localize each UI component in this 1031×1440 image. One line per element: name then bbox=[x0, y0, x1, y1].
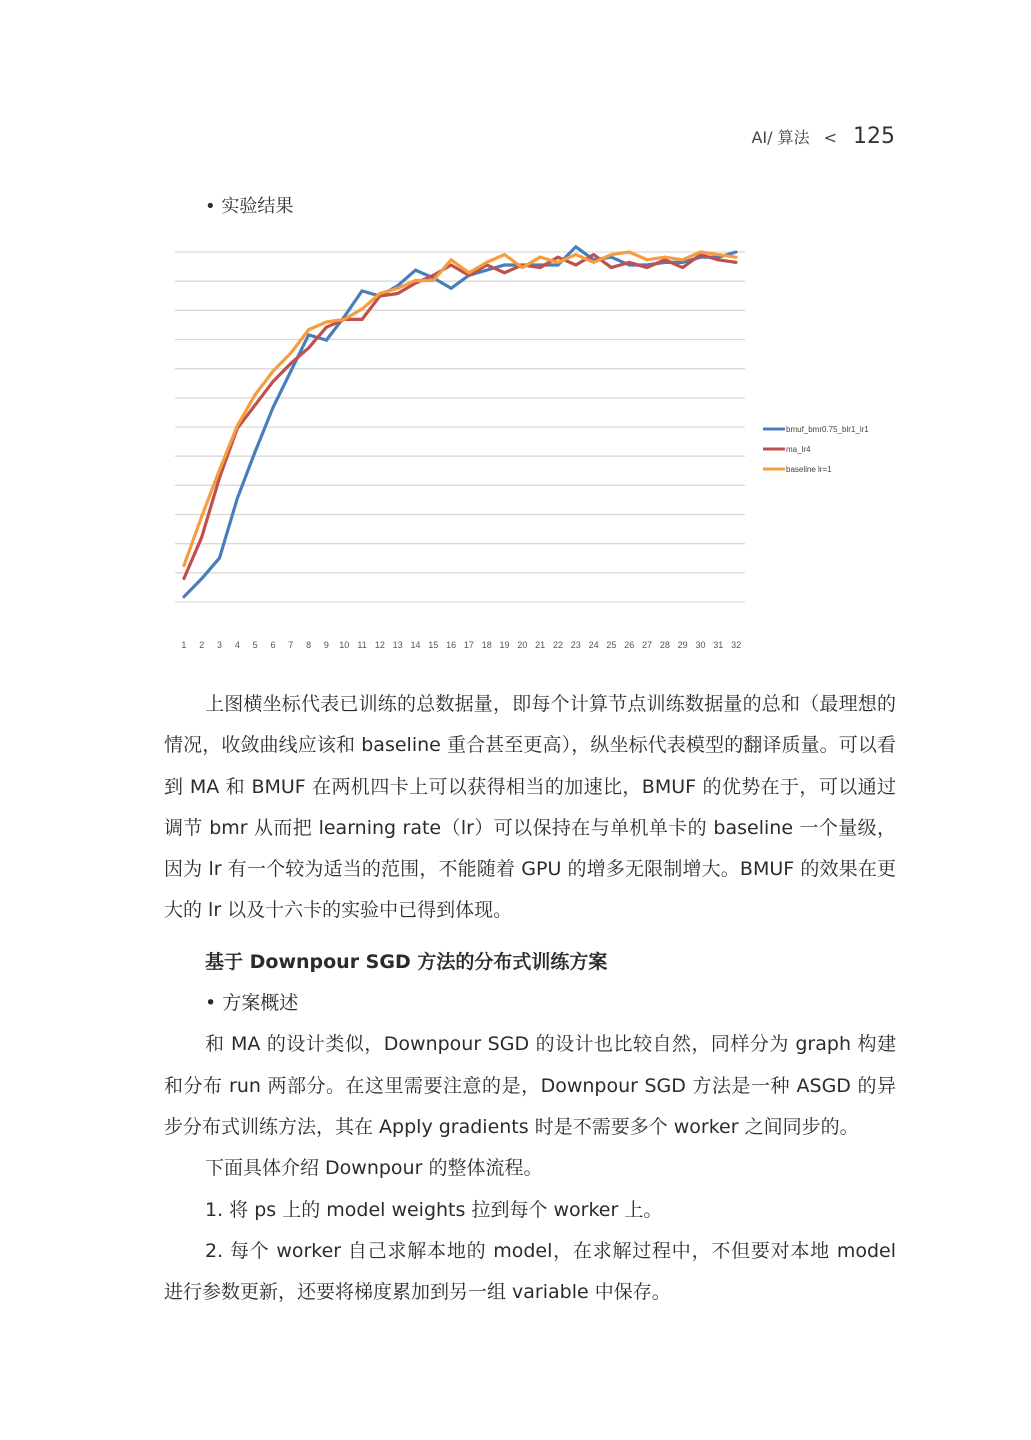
data-point bbox=[236, 424, 239, 427]
x-tick-label: 17 bbox=[463, 640, 474, 650]
x-tick-label: 25 bbox=[606, 640, 617, 650]
x-tick-label: 8 bbox=[306, 640, 312, 650]
data-point bbox=[361, 289, 364, 292]
running-header bbox=[751, 124, 895, 149]
data-point bbox=[289, 370, 292, 373]
design-paragraph: 和 MA 的设计类似，Downpour SGD 的设计也比较自然，同样分为 graph 构建和分布 run 两部分。在这里需要注意的是，Downpour SGD 方法是一种 ASGD 的异步分布式训练方法，其在 Apply gradients 时是不需要多个 worker 之间同步的。 bbox=[164, 1033, 896, 1138]
data-point bbox=[735, 251, 738, 254]
x-tick-label: 15 bbox=[428, 640, 439, 650]
chart-svg bbox=[165, 240, 895, 660]
data-point bbox=[681, 258, 684, 261]
convergence-chart bbox=[165, 240, 895, 660]
x-tick-label: 28 bbox=[659, 640, 670, 650]
data-point bbox=[574, 253, 577, 256]
data-point bbox=[182, 577, 185, 580]
data-point bbox=[450, 287, 453, 290]
x-tick-label: 7 bbox=[288, 640, 294, 650]
data-point bbox=[717, 258, 720, 261]
series-line bbox=[184, 255, 736, 579]
section-name: AI/ 算法 bbox=[751, 128, 810, 147]
x-tick-label: 19 bbox=[499, 640, 510, 650]
legend-label: ma_lr4 bbox=[786, 445, 811, 454]
chart-explanation-paragraph: 上图横坐标代表已训练的总数据量，即每个计算节点训练数据量的总和（最理想的情况，收敛曲线应该和 baseline 重合甚至更高），纵坐标代表模型的翻译质量。可以看到 MA 和 BMUF 在两机四卡上可以获得相当的加速比，BMUF 的优势在于，可以通过调节 bmr 从而把 learning rate（lr）可以保持在与单机单卡的 baseline 一个量级，因为 lr 有一个较为适当的范围，不能随着 GPU 的增多无限制增大。BMUF 的效果在更大的 lr 以及十六卡的实验中已得到体现。 bbox=[164, 693, 896, 922]
data-point bbox=[218, 468, 221, 471]
data-point bbox=[467, 271, 470, 274]
data-point bbox=[325, 339, 328, 342]
data-point bbox=[361, 318, 364, 321]
x-tick-label: 29 bbox=[677, 640, 688, 650]
data-point bbox=[200, 577, 203, 580]
page-number: 125 bbox=[853, 124, 895, 149]
x-tick-label: 2 bbox=[199, 640, 205, 650]
data-point bbox=[521, 266, 524, 269]
data-point bbox=[200, 536, 203, 539]
data-point bbox=[396, 292, 399, 295]
x-tick-label: 12 bbox=[374, 640, 385, 650]
x-tick-label: 14 bbox=[410, 640, 421, 650]
data-point bbox=[646, 266, 649, 269]
data-point bbox=[539, 256, 542, 259]
data-point bbox=[503, 271, 506, 274]
x-tick-label: 23 bbox=[570, 640, 581, 650]
x-tick-label: 26 bbox=[624, 640, 635, 650]
data-point bbox=[539, 266, 542, 269]
section-heading: 基于 Downpour SGD 方法的分布式训练方案 bbox=[205, 950, 608, 973]
data-point bbox=[628, 261, 631, 264]
x-tick-label: 6 bbox=[270, 640, 276, 650]
data-point bbox=[182, 564, 185, 567]
data-point bbox=[699, 251, 702, 254]
data-point bbox=[218, 556, 221, 559]
data-point bbox=[735, 256, 738, 259]
data-point bbox=[325, 321, 328, 324]
data-point bbox=[289, 352, 292, 355]
data-point bbox=[663, 256, 666, 259]
x-tick-label: 11 bbox=[357, 640, 367, 650]
data-point bbox=[574, 245, 577, 248]
legend-label: baseline lr=1 bbox=[786, 465, 832, 474]
data-point bbox=[271, 370, 274, 373]
data-point bbox=[414, 279, 417, 282]
overview-bullet: • 方案概述 bbox=[205, 992, 299, 1015]
x-tick-label: 4 bbox=[234, 640, 240, 650]
data-point bbox=[200, 515, 203, 518]
data-point bbox=[254, 403, 257, 406]
data-point bbox=[592, 261, 595, 264]
data-point bbox=[628, 251, 631, 254]
data-point bbox=[432, 274, 435, 277]
data-point bbox=[414, 269, 417, 272]
step-2: 2. 每个 worker 自己求解本地的 model，在求解过程中，不但要对本地 model 进行参数更新，还要将梯度累加到另一组 variable 中保存。 bbox=[164, 1239, 896, 1304]
x-tick-label: 5 bbox=[252, 640, 258, 650]
x-tick-label: 31 bbox=[713, 640, 724, 650]
x-tick-label: 3 bbox=[217, 640, 223, 650]
data-point bbox=[592, 253, 595, 256]
data-point bbox=[503, 253, 506, 256]
data-point bbox=[271, 406, 274, 409]
data-point bbox=[610, 253, 613, 256]
x-tick-label: 9 bbox=[323, 640, 329, 650]
x-tick-label: 10 bbox=[339, 640, 350, 650]
x-tick-label: 32 bbox=[731, 640, 742, 650]
data-point bbox=[343, 318, 346, 321]
experiment-results-bullet: • 实验结果 bbox=[205, 196, 294, 217]
data-point bbox=[450, 263, 453, 266]
data-point bbox=[289, 362, 292, 365]
data-point bbox=[182, 595, 185, 598]
data-point bbox=[236, 497, 239, 500]
header-separator: < bbox=[823, 128, 837, 147]
data-point bbox=[396, 287, 399, 290]
series-line bbox=[184, 252, 736, 566]
data-point bbox=[503, 263, 506, 266]
x-tick-label: 30 bbox=[695, 640, 706, 650]
x-tick-label: 24 bbox=[588, 640, 599, 650]
data-point bbox=[735, 261, 738, 264]
data-point bbox=[307, 346, 310, 349]
data-point bbox=[271, 380, 274, 383]
data-point bbox=[432, 279, 435, 282]
data-point bbox=[574, 263, 577, 266]
data-point bbox=[307, 328, 310, 331]
data-point bbox=[646, 258, 649, 261]
data-point bbox=[610, 266, 613, 269]
x-tick-label: 27 bbox=[642, 640, 653, 650]
body-text bbox=[164, 684, 896, 1313]
data-point bbox=[307, 333, 310, 336]
x-tick-label: 13 bbox=[392, 640, 403, 650]
data-point bbox=[325, 326, 328, 329]
data-point bbox=[361, 308, 364, 311]
legend-label: bmuf_bmr0.75_blr1_lr1 bbox=[786, 425, 869, 434]
data-point bbox=[378, 292, 381, 295]
x-tick-label: 22 bbox=[552, 640, 563, 650]
data-point bbox=[450, 258, 453, 261]
x-tick-label: 20 bbox=[517, 640, 528, 650]
flow-intro-paragraph: 下面具体介绍 Downpour 的整体流程。 bbox=[205, 1157, 543, 1180]
x-tick-label: 1 bbox=[181, 640, 187, 650]
data-point bbox=[485, 269, 488, 272]
x-tick-label: 21 bbox=[535, 640, 546, 650]
x-tick-label: 16 bbox=[446, 640, 457, 650]
data-point bbox=[485, 261, 488, 264]
data-point bbox=[681, 266, 684, 269]
data-point bbox=[556, 261, 559, 264]
data-point bbox=[254, 450, 257, 453]
x-tick-label: 18 bbox=[481, 640, 492, 650]
data-point bbox=[556, 256, 559, 259]
data-point bbox=[254, 393, 257, 396]
step-1: 1. 将 ps 上的 model weights 拉到每个 worker 上。 bbox=[205, 1198, 663, 1221]
data-point bbox=[717, 253, 720, 256]
